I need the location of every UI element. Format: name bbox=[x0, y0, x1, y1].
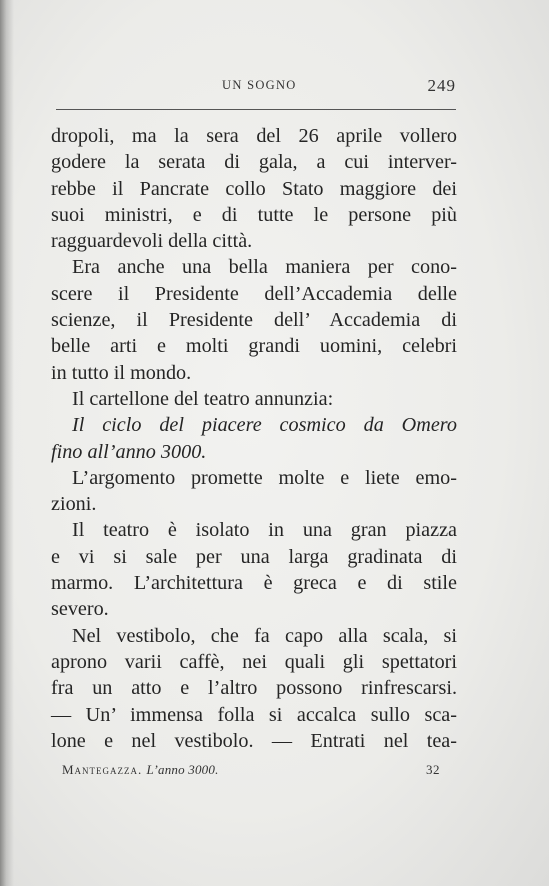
text-line: lone e nel vestibolo. — Entrati nel tea- bbox=[51, 729, 457, 752]
text-line: L’argomento promette molte e liete emo- bbox=[72, 466, 457, 489]
text-line: severo. bbox=[51, 598, 109, 621]
text-line: Il cartellone del teatro annunzia: bbox=[72, 387, 334, 410]
page-number: 249 bbox=[427, 76, 456, 95]
page-header bbox=[56, 78, 456, 98]
text-line: rebbe il Pancrate collo Stato maggiore dei bbox=[51, 177, 457, 200]
text-line: ragguardevoli della città. bbox=[51, 230, 253, 253]
text-line: fra un atto e l’altro possono rinfrescarsi. bbox=[51, 677, 457, 700]
text-line: in tutto il mondo. bbox=[51, 361, 192, 384]
text-line: Era anche una bella maniera per cono- bbox=[72, 256, 457, 279]
text-body bbox=[51, 123, 457, 754]
text-line-italic: Il ciclo del piacere cosmico da Omero bbox=[72, 414, 457, 437]
footer-author: Mantegazza. bbox=[62, 762, 143, 777]
text-line: zioni. bbox=[51, 493, 97, 516]
signature-number: 32 bbox=[426, 762, 440, 777]
running-title: UN SOGNO bbox=[222, 78, 297, 92]
text-line-italic: fino all’anno 3000. bbox=[51, 440, 207, 463]
text-line: — Un’ immensa folla si accalca sullo sca- bbox=[51, 703, 457, 726]
page-footer bbox=[62, 762, 440, 782]
header-rule bbox=[56, 109, 456, 110]
spine-shadow bbox=[0, 0, 14, 886]
footer-signature bbox=[62, 762, 219, 778]
text-line: suoi ministri, e di tutte le persone più bbox=[51, 203, 457, 226]
text-line: e vi si sale per una larga gradinata di bbox=[51, 545, 457, 568]
text-line: belle arti e molti grandi uomini, celebri bbox=[51, 335, 457, 358]
text-line: marmo. L’architettura è greca e di stile bbox=[51, 572, 457, 595]
text-line: scere il Presidente dell’Accademia delle bbox=[51, 282, 457, 305]
text-line: aprono varii caffè, nei quali gli spettatori bbox=[51, 650, 457, 673]
text-line: Il teatro è isolato in una gran piazza bbox=[72, 519, 457, 542]
text-line: dropoli, ma la sera del 26 aprile vollero bbox=[51, 125, 457, 147]
text-line: Nel vestibolo, che fa capo alla scala, si bbox=[72, 624, 457, 647]
footer-work-title: L’anno 3000. bbox=[146, 762, 219, 777]
text-line: scienze, il Presidente dell’ Accademia di bbox=[51, 309, 457, 332]
text-line: godere la serata di gala, a cui interver- bbox=[51, 151, 457, 174]
